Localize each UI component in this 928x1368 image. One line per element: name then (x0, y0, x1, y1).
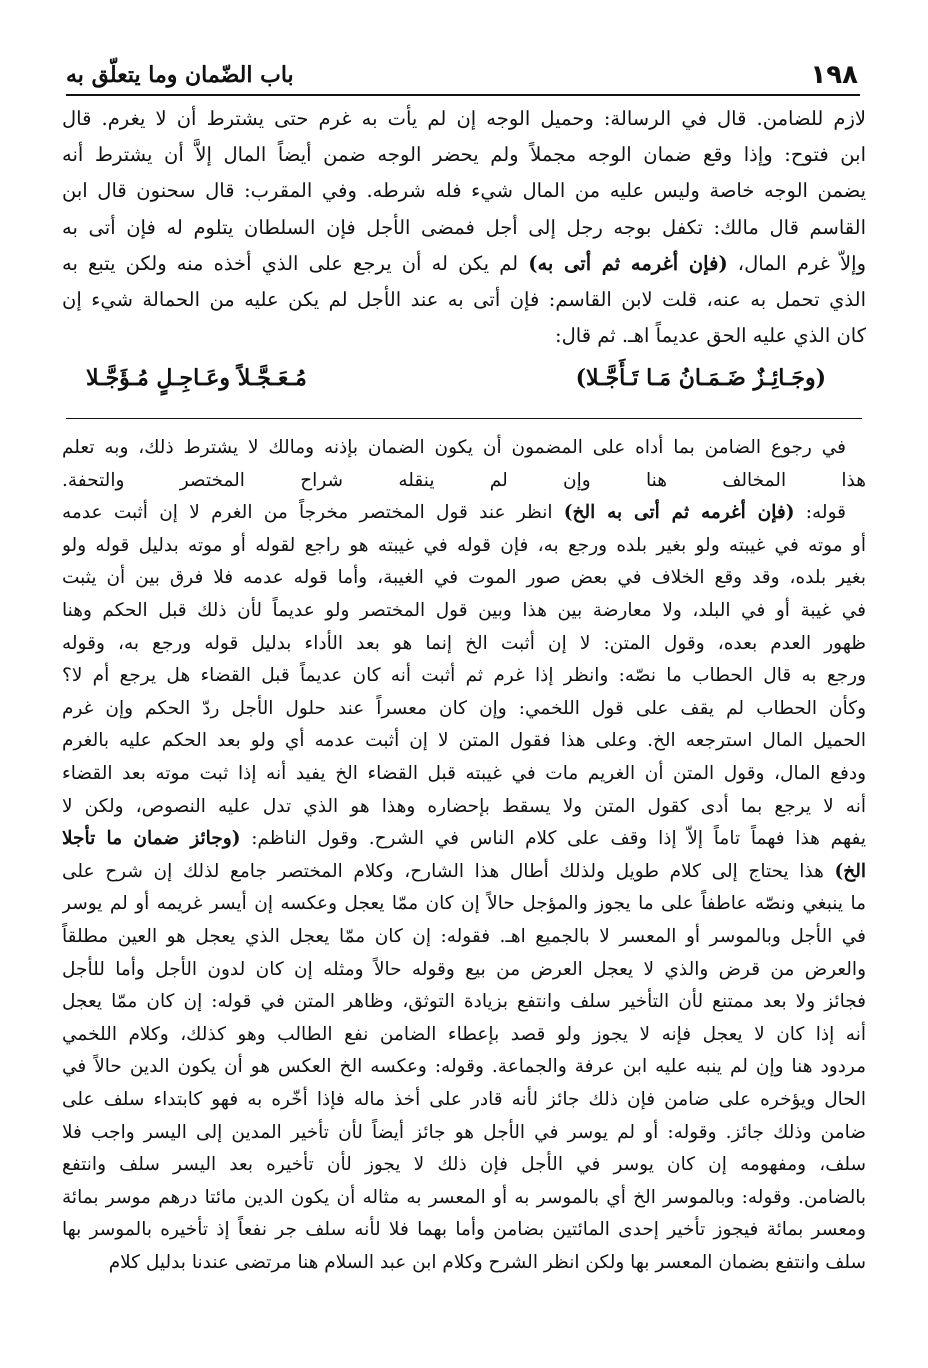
commentary-line (62, 595, 866, 627)
commentary-line (62, 986, 866, 1018)
main-text-line (62, 319, 866, 353)
page-header (66, 58, 858, 92)
commentary-line (62, 530, 866, 562)
main-text-line (62, 174, 866, 208)
text-run: القاسم قال مالك: تكفل بوجه رجل إلى أجل فمضى الأجل فإن السلطان يتلوم له فإن أتى به (62, 215, 866, 239)
quoted-phrase: الخ) (834, 860, 866, 882)
commentary-line (62, 1149, 866, 1181)
text-run: ظهور العدم بعده، وقول المتن: لا إن أثبت الخ إنما هو بعد الأداء بدليل قوله ورجع به، وقوله (62, 632, 866, 654)
commentary-line (62, 1084, 866, 1116)
commentary-line (62, 1019, 866, 1051)
commentary-line (62, 432, 866, 464)
text-run: يضمن الوجه خاصة وليس عليه من المال شيء فله شرطه. وفي المقرب: قال سحنون قال ابن (62, 179, 866, 203)
commentary-line (62, 1117, 866, 1149)
text-run: ورجع به قال الحطاب ما نصّه: وانظر إذا غرم ثم أثبت أنه كان عديماً قبل القضاء هل يرجع أم لا؟ (62, 665, 866, 687)
commentary-divider (66, 418, 862, 419)
text-run: بالضامن. وقوله: وبالموسر الخ أي بالموسر به أو المعسر به مثاله أن يكون الدين مائتا درهم موسر بمائة (62, 1186, 866, 1208)
text-run: كان الذي عليه الحق عديماً اهـ. ثم قال: (555, 324, 866, 348)
header-divider (66, 94, 860, 96)
verse-line (86, 358, 826, 398)
text-run: قوله: (794, 502, 846, 524)
text-run: أنه لا يرجع بما أدى كقول المتن ولا يسقط بإحضاره وهذا هو الذي تدل عليه النصوص، ولكن لا (62, 795, 866, 817)
text-run: مردود هنا وإن لم ينبه عليه ابن عرفة والجماعة. وقوله: وعكسه الخ العكس هو أن يكون الدين حالاً في (62, 1056, 866, 1078)
text-run: في رجوع الضامن بما أداه على المضمون أن يكون الضمان بإذنه ومالك لا يشترط ذلك، وبه تعلم (62, 437, 846, 458)
chapter-title: باب الضّمان وما يتعلّق به (66, 62, 294, 88)
main-text-line (62, 247, 866, 281)
verse-first-hemistich: (وجَـائِـزٌ ضَـمَـانُ مَـا تَـأَجَّـلا) (575, 365, 826, 391)
quoted-phrase: (وجائز ضمان ما تأجلا (62, 828, 241, 850)
commentary-line (62, 823, 866, 855)
text-run: في الأجل وبالموسر أو المعسر لا بالجميع اهـ. فقوله: إن كان ممّا يعجل الذي يعجل هو العين مطلقاً (62, 926, 866, 947)
text-run: والعرض من قرض والذي لا يعجل العرض من بيع وقوله حالاً ومثله إن كان لدون الأجل وأما للأجل (62, 958, 866, 980)
text-run: في غيبة أو في البلد، ولا معارضة بين هذا وبين قول المختصر ولو عديماً لأن ذلك قبل الحكم وهنا (62, 600, 866, 621)
text-run: سلف، ومفهومه إن كان يوسر في الأجل فإن ذلك لا يجوز لأن تأخيره بعد اليسر سلف وانتفع (62, 1154, 866, 1176)
commentary-line (62, 1214, 866, 1246)
commentary-line (62, 693, 866, 725)
page-number: ١٩٨ (810, 60, 858, 90)
verse-second-hemistich: مُـعَـجَّـلاً وعَـاجِـلٍ مُـؤَجَّـلا (86, 365, 307, 391)
commentary-line (62, 497, 866, 529)
text-run: الذي تحمل به عنه، قلت لابن القاسم: فإن أتى به عند الأجل لم يكن عليه من الحمالة شيء إن (62, 288, 866, 311)
main-text-line (62, 102, 866, 136)
text-run: أو موته في غيبته ولو بغير بلده ورجع به، فإن قوله في غيبته هو راجع لقوله أو موته بدليل قوله ولو (62, 534, 866, 556)
commentary-line (62, 660, 866, 692)
text-run: يفهم هذا فهماً تاماً إلاّ إذا وقف على كلام الناس في الشرح. وقول الناظم: (240, 828, 866, 850)
commentary-line (62, 628, 866, 660)
commentary-line (62, 465, 866, 497)
text-run: هذا يحتاج إلى كلام طويل ولذلك أطال هذا الشارح، وكلام المختصر جامع لذلك إن شرح على (62, 860, 835, 882)
text-run: بغير بلده، وقد وقع الخلاف في بعض صور الموت في الغيبة، وأما قوله عدمه فلا فرق بين أن يثبت (62, 567, 866, 589)
quoted-phrase: (فإن أغرمه ثم أتى به) (528, 251, 728, 275)
text-run: ضامن وذلك جائز. وقوله: أو لم يوسر في الأجل هو جائز أيضاً لأن تأخير المدين إلى اليسر واجب فلا (62, 1121, 866, 1143)
commentary-line (62, 725, 866, 757)
commentary-line (62, 856, 866, 888)
text-run: الحميل المال استرجعه الخ. وعلى هذا فقول المتن لا إن أثبت عدمه أي ولو بعد الحكم عليه بالغرم (62, 730, 866, 752)
text-run: ودفع المال، وقول المتن أن الغريم مات في غيبته قبل القضاء الخ يفيد أنه إذا ثبت موته بعد القضاء (62, 763, 866, 784)
text-run: الحال ويؤخره على ضامن فإن ذلك جائز لأنه قادر على أخذ ماله فإذا أخّره به فهو كابتداء سلف على (62, 1089, 866, 1110)
main-text-line (62, 211, 866, 245)
commentary-line (62, 921, 866, 953)
commentary-line (62, 1182, 866, 1214)
commentary-line (62, 562, 866, 594)
text-run: ومعسر بمائة فيجوز تأخير إحدى المائتين بضامن وأما بهما فلا لأنه سلف جر نفعاً إذ تأخيره بالموسر بها (62, 1219, 866, 1241)
main-text-line (62, 283, 866, 317)
commentary-line (62, 954, 866, 986)
commentary-line (62, 758, 866, 790)
text-run: ابن فتوح: وإذا وقع ضمان الوجه مجملاً ولم يحضر الوجه ضمن أيضاً المال إلاَّ أن يشترط أنه (62, 143, 866, 167)
text-run: هذا المخالف هنا وإن لم ينقله شراح المختصر والتحفة. (62, 469, 866, 491)
text-run: لازم للضامن. قال في الرسالة: وحميل الوجه إن لم يأت به غرم حتى يشترط أن لا يغرم. قال (62, 107, 866, 130)
commentary-line (62, 791, 866, 823)
main-text-line (62, 138, 866, 172)
commentary-line (62, 1247, 866, 1279)
text-run: ما ينبغي ونصّه عاطفاً على ما يجوز والمؤجل حالاً إن كان ممّا يعجل وعكسه إن أيسر غريمه أو لم يوسر (62, 893, 866, 915)
commentary-line (62, 888, 866, 920)
text-run: فجائز ولا بعد ممتنع لأن التأخير سلف وانتفع بزيادة التوثق، وظاهر المتن في قوله: إن كان ممّا يعجل (62, 991, 866, 1013)
text-run: سلف وانتفع بضمان المعسر بها ولكن انظر الشرح وكلام ابن عبد السلام هنا مرتضى عندنا بدليل كلام (108, 1252, 866, 1273)
text-run: وإلاّ غرم المال، (727, 251, 866, 275)
text-run: وكأن الحطاب لم يقف على قول اللخمي: وإن كان معسراً عند حلول الأجل ردّ الحكم وإن غرم (62, 697, 866, 719)
commentary-line (62, 1051, 866, 1083)
text-run: لم يكن له أن يرجع على الذي أخذه منه ولكن يتبع به (62, 251, 529, 275)
text-run: انظر عند قول المختصر مخرجاً من الغرم لا إن أثبت عدمه (62, 502, 564, 524)
text-run: أنه إذا كان لا يعجل فإنه لا يجوز ولو قصد بإعطاء الضامن نفع الطالب وهو كذلك، وكلام اللخمي (62, 1023, 866, 1045)
quoted-phrase: (فإن أغرمه ثم أتى به الخ) (563, 502, 795, 524)
